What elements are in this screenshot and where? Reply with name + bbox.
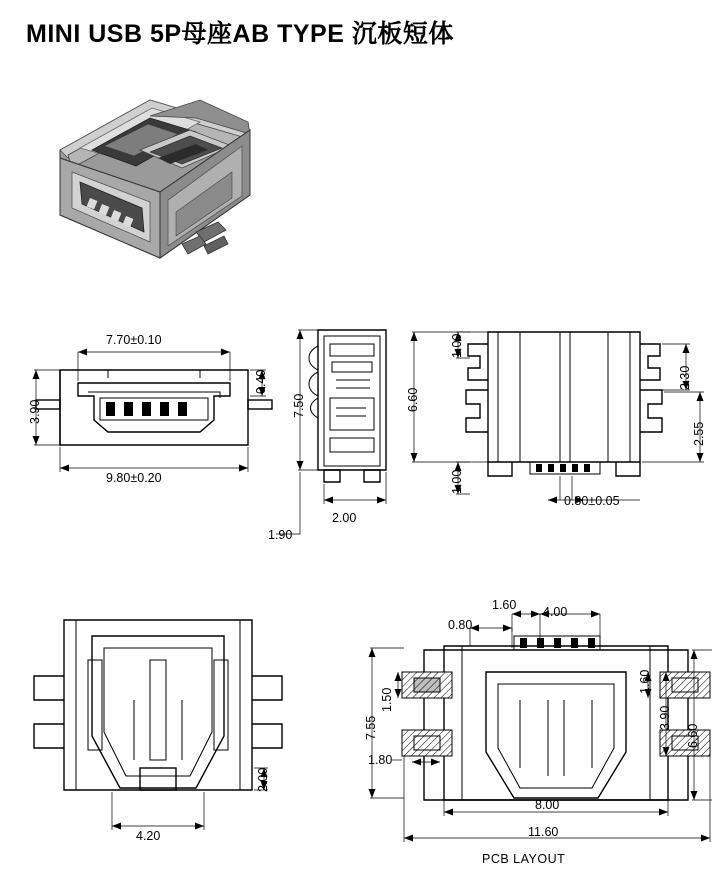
dim-pcb-outer-width: 11.60 bbox=[528, 825, 559, 839]
dim-bottom-leg: 2.00 bbox=[256, 767, 270, 792]
dim-pcb-total-height: 7.55 bbox=[364, 715, 378, 740]
dim-pcb-mid-height: 3.90 bbox=[658, 705, 672, 730]
dim-pcb-pad-pitch: 1.60 bbox=[492, 598, 517, 612]
dim-pcb-pad-span: 4.00 bbox=[543, 605, 568, 619]
dim-right-lower-total: 2.55 bbox=[692, 421, 706, 446]
pcb-layout-caption: PCB LAYOUT bbox=[482, 852, 566, 866]
dim-front-top-width: 7.70±0.10 bbox=[106, 333, 162, 347]
dim-pcb-inner-width: 8.00 bbox=[535, 798, 560, 812]
dim-right-bottom-notch: 1.00 bbox=[450, 469, 464, 494]
dim-pcb-pad-offset: 0.80 bbox=[448, 618, 473, 632]
dim-pcb-side-pad: 1.60 bbox=[638, 669, 652, 694]
bottom-view-drawing bbox=[34, 620, 282, 830]
dim-side-height: 7.50 bbox=[292, 393, 306, 418]
side-view-drawing bbox=[276, 330, 386, 534]
dim-right-top-notch: 1.00 bbox=[450, 333, 464, 358]
dim-front-height: 3.90 bbox=[28, 399, 42, 424]
dim-side-offset: 1.90 bbox=[268, 528, 293, 542]
front-view-drawing bbox=[34, 352, 272, 472]
dim-right-tab-height: 2.30 bbox=[678, 365, 692, 390]
dim-pcb-outer-height: 6.60 bbox=[686, 723, 700, 748]
dim-side-depth: 2.00 bbox=[332, 511, 357, 525]
dim-front-bottom-width: 9.80±0.20 bbox=[106, 471, 162, 485]
dim-pcb-hole-offset: 1.80 bbox=[368, 753, 393, 767]
dim-right-pin-pitch: 0.80±0.05 bbox=[564, 494, 620, 508]
connector-photo bbox=[60, 100, 250, 258]
dim-right-body-height: 6.60 bbox=[406, 387, 420, 412]
dim-front-lip: 0.40 bbox=[254, 369, 268, 394]
dim-bottom-inner-width: 4.20 bbox=[136, 829, 161, 843]
page-title: MINI USB 5P母座AB TYPE 沉板短体 bbox=[26, 20, 454, 48]
dim-pcb-pad-width: 1.50 bbox=[380, 687, 394, 712]
